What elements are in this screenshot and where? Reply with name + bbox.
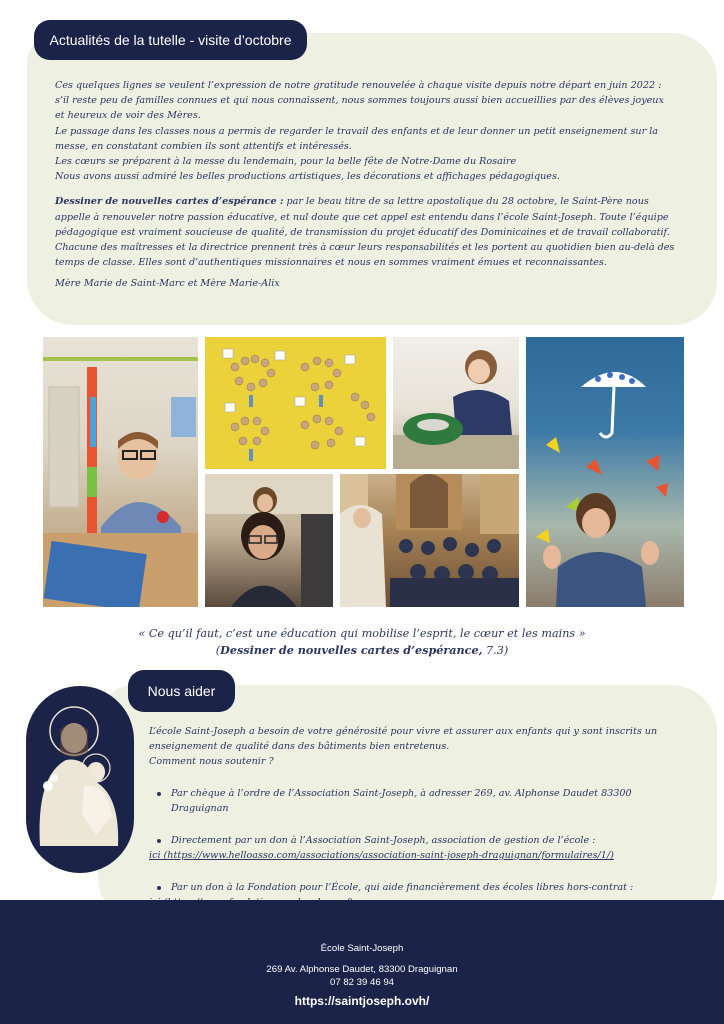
school-address: 269 Av. Alphonse Daudet, 83300 Draguignan (266, 964, 458, 975)
section-title-help: Nous aider (128, 670, 235, 712)
photo-chapel-class (340, 474, 519, 607)
hope-paragraph (55, 194, 675, 270)
signature: Mère Marie de Saint-Marc et Mère Marie-Alix (55, 278, 280, 290)
quote-line: « Ce qu’il faut, c’est une éducation qui mobilise l’esprit, le cœur et les mains » (138, 627, 586, 640)
photo-girl-window-art (526, 337, 684, 607)
news-paragraph: Nous avons aussi admiré les belles productions artistiques, les décorations et affichages pédagogiques. (55, 171, 560, 183)
help-how: Comment nous soutenir ? (149, 756, 274, 767)
help-text (149, 724, 677, 910)
footer (0, 900, 724, 1024)
news-paragraph: Le passage dans les classes nous a permis de regarder le travail des enfants et de leur donner un petit enseignement sur la messe, en constatant combien ils sont attentifs et intéressés. (55, 125, 659, 152)
quote-source-title: Dessiner de nouvelles cartes d’espérance, (220, 643, 483, 657)
photo-girl-smiling (205, 474, 333, 607)
news-paragraph: Ces quelques lignes se veulent l’expression de notre gratitude renouvelée à chaque visite depuis notre départ en juin 2022 : s’il reste peu de familles connues et qui nous connaissent, nous sommes toujours aussi bien accueillies par des élèves joyeux et heureux de voir des Mères. (55, 80, 664, 122)
support-option-helloasso: Directement par un don à l’Association Saint-Joseph, association de gestion de l’école : ici (https://www.helloasso.com/associations/association-saint-joseph-draguignan/formulaires/1/) (149, 835, 614, 861)
photo-rosaries (205, 337, 386, 469)
support-option-cheque: Par chèque à l’ordre de l’Association Saint-Joseph, à adresser 269, av. Alphonse Daudet 83300 Draguignan (149, 786, 677, 816)
saint-joseph-medallion (26, 686, 134, 873)
help-intro: L’école Saint-Joseph a besoin de votre générosité pour vivre et assurer aux enfants qui y sont inscrits un enseignement de qualité dans des bâtiments bien entretenus. (149, 726, 658, 752)
quote-source: (Dessiner de nouvelles cartes d’espérance, 7.3) (215, 643, 509, 657)
hope-text: par le beau titre de sa lettre apostolique du 28 octobre, le Saint-Père nous appelle à renouveler notre passion éducative, et nul doute que cet appel est entendu dans l’école Saint-Joseph. Toute l’équipe pédagogique est vraiment soucieuse de qualité, de transmission du projet éducatif des Dominicaines et de travail collaboratif. Chacune des maîtresses et la directrice prennent très à cœur leurs responsabilités et les portent au quotidien bien au-delà des temps de classe. Elles sont d’authentiques missionnaires et nous en sommes vraiment émues et reconnaissantes. (55, 196, 675, 269)
hope-title: Dessiner de nouvelles cartes d’espérance : (55, 196, 284, 208)
website-link[interactable]: https://saintjoseph.ovh/ (294, 994, 430, 1008)
news-paragraph: Les cœurs se préparent à la messe du lendemain, pour la belle fête de Notre-Dame du Rosaire (55, 156, 517, 168)
school-phone: 07 82 39 46 94 (329, 977, 395, 988)
photo-girl-with-tray (393, 337, 519, 469)
photo-boy-with-tower (43, 337, 198, 607)
section-title-news: Actualités de la tutelle - visite d’octobre (34, 20, 307, 60)
helloasso-link[interactable]: ici (https://www.helloasso.com/associations/association-saint-joseph-draguignan/formulaires/1/) (149, 850, 614, 861)
news-text (55, 78, 675, 292)
school-name: École Saint-Joseph (320, 943, 404, 954)
support-option-fondation: Par un don à la Fondation pour l’École, qui aide financièrement des écoles libres hors-contrat : (149, 880, 677, 910)
